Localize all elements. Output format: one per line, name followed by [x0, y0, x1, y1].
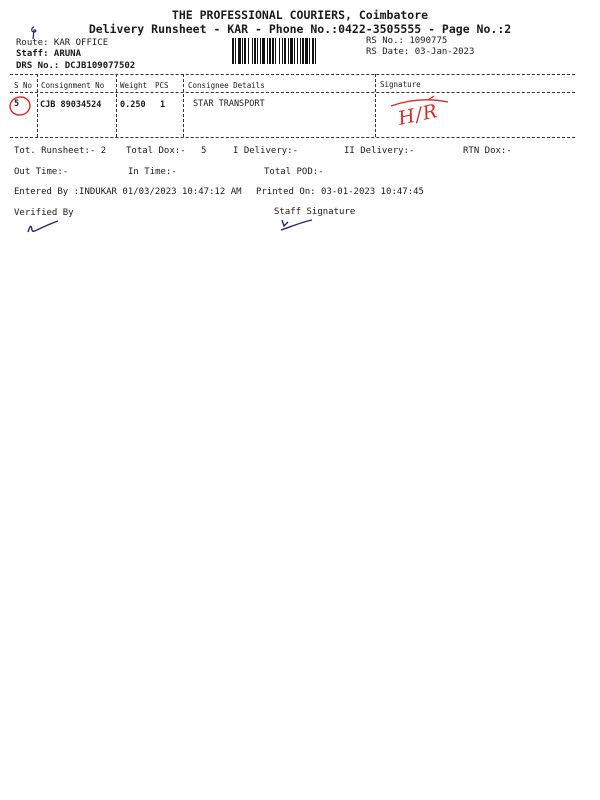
row-pcs: 1 [160, 100, 166, 110]
column-divider [116, 74, 117, 137]
i-delivery-label: I Delivery:- [233, 146, 299, 156]
printed-on: Printed On: 03-01-2023 10:47:45 [256, 187, 424, 197]
verifier-signature [24, 218, 64, 238]
sno-circle-mark [8, 95, 32, 117]
column-header-sno: S No [14, 81, 33, 90]
rtn-dox-label: RTN Dox:- [463, 146, 512, 156]
table-top-rule [10, 74, 575, 75]
total-pod-label: Total POD:- [264, 167, 324, 177]
rs-number: RS No.: 1090775 [366, 36, 448, 46]
column-divider [375, 74, 376, 137]
column-header-weight: Weight [120, 81, 148, 90]
staff-signature-label: Staff Signature [274, 207, 356, 217]
total-dox-label: Total Dox:- [126, 146, 186, 156]
column-divider [37, 74, 38, 137]
staff-signature [278, 214, 318, 234]
in-time-label: In Time:- [128, 167, 177, 177]
ii-delivery-label: II Delivery:- [344, 146, 415, 156]
runsheet-subtitle: Delivery Runsheet - KAR - Phone No.:0422-3505555 - Page No.:2 [88, 22, 512, 36]
table-bottom-rule [10, 137, 575, 138]
column-header-signature: Signature [380, 80, 421, 89]
out-time-label: Out Time:- [14, 167, 69, 177]
drs-number: DRS No.: DCJB109077502 [16, 61, 136, 71]
row-weight: 0.250 [120, 100, 146, 110]
total-dox-value: 5 [201, 146, 207, 156]
row-consignee: STAR TRANSPORT [193, 99, 265, 109]
entered-by: Entered By :INDUKAR 01/03/2023 10:47:12 AM [14, 187, 242, 197]
column-header-pcs: PCS [155, 81, 169, 90]
verified-by-label: Verified By [14, 208, 74, 218]
company-title: THE PROFESSIONAL COURIERS, Coimbatore [171, 8, 429, 22]
column-header-consignment: Consignment No [41, 81, 105, 90]
route-label: Route: KAR OFFICE [16, 38, 109, 48]
column-divider [183, 74, 184, 137]
column-header-consignee: Consignee Details [188, 81, 265, 90]
total-runsheet: Tot. Runsheet:- 2 [14, 146, 107, 156]
staff-label: Staff: ARUNA [16, 49, 82, 59]
row-sno: 5 [14, 99, 20, 109]
handwritten-status: H/R [396, 100, 441, 130]
table-header-rule [10, 92, 575, 93]
row-consignment-no: CJB 89034524 [40, 100, 102, 110]
rs-date: RS Date: 03-Jan-2023 [366, 47, 475, 57]
barcode [232, 38, 358, 64]
